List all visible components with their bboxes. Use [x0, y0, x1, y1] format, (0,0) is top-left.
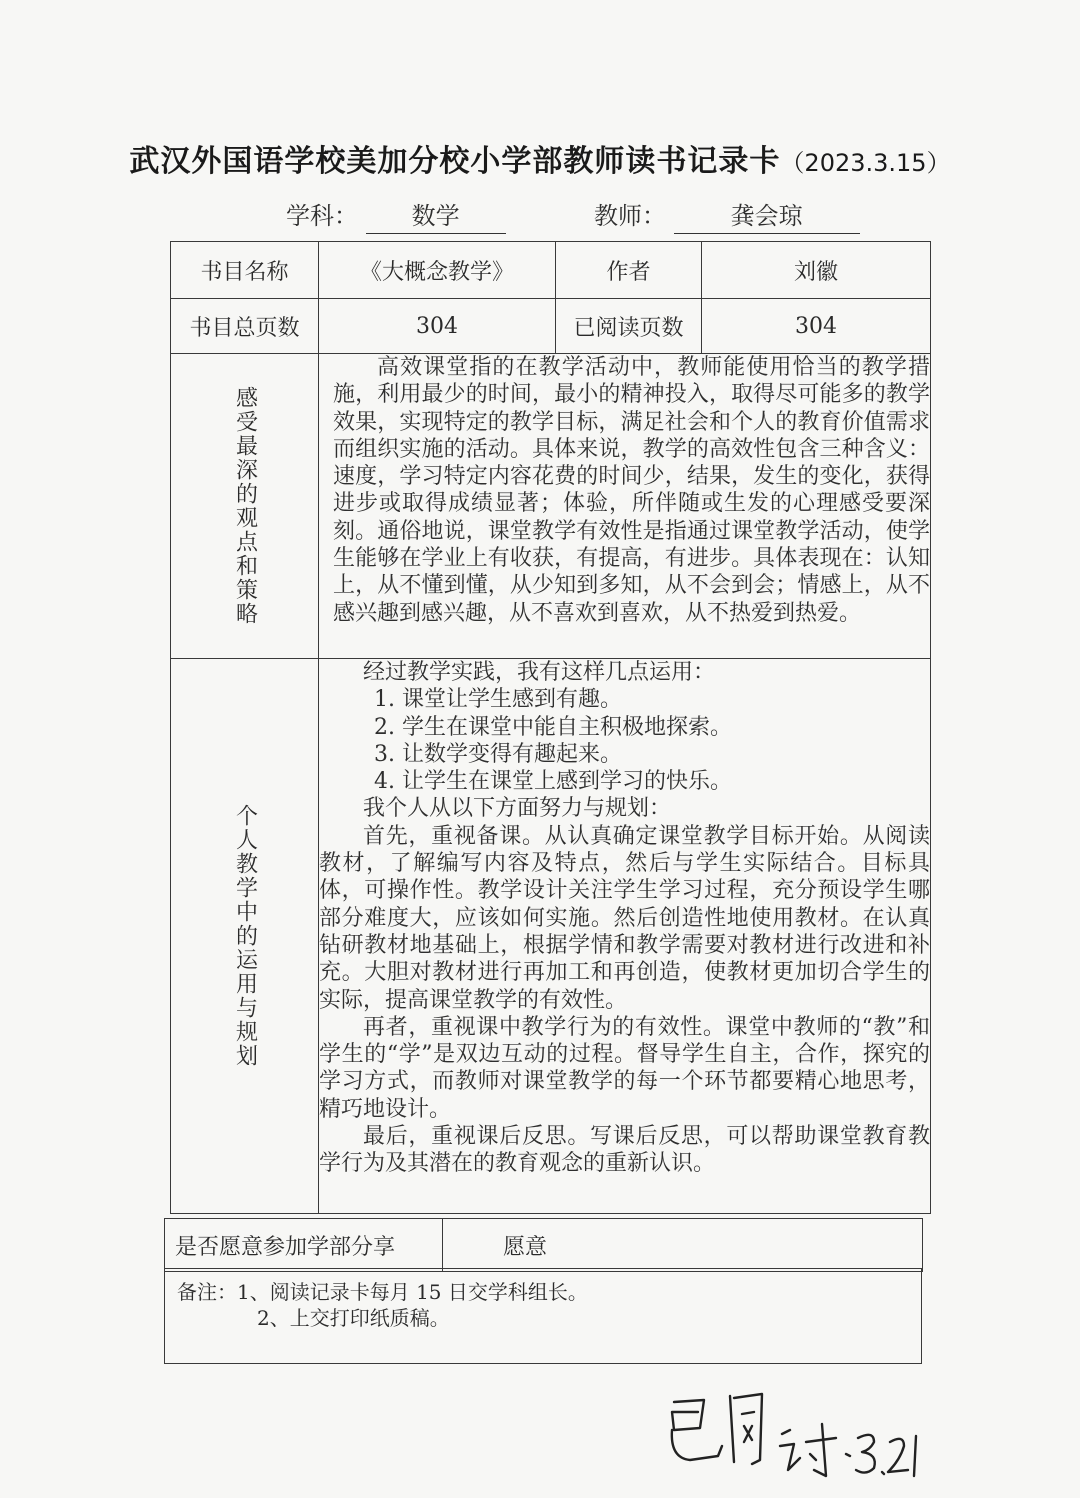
- author-label: 作者: [556, 242, 702, 299]
- notes-cell: [165, 1269, 922, 1364]
- teacher-row: [594, 196, 860, 234]
- application-point: 1. 课堂让学生感到有趣。: [374, 687, 622, 713]
- application-point: 4. 让学生在课堂上感到学习的快乐。: [374, 769, 732, 795]
- subject-row: [286, 196, 506, 234]
- reading-record-table: [170, 241, 931, 1214]
- share-value: 愿意: [443, 1219, 923, 1272]
- book-title-label: 书目名称: [171, 242, 319, 299]
- share-label: 是否愿意参加学部分享: [165, 1219, 443, 1272]
- application-point: 3. 让数学变得有趣起来。: [374, 741, 622, 767]
- title-text: 武汉外国语学校美加分校小学部教师读书记录卡: [129, 144, 781, 179]
- subject-label: 学科：: [286, 202, 358, 230]
- read-pages-value: 304: [702, 299, 931, 354]
- pages-row: [171, 299, 931, 354]
- plan-paragraph: 最后，重视课后反思。写课后反思，可以帮助课堂教育教学行为及其潜在的教育观念的重新认识。: [319, 1124, 930, 1177]
- read-pages-label: 已阅读页数: [556, 299, 702, 354]
- title-date: （2023.3.15）: [780, 149, 951, 177]
- notes-table: [164, 1268, 922, 1364]
- author-value: 刘徽: [702, 242, 931, 299]
- plan-paragraph: 首先，重视备课。从认真确定课堂教学目标开始。从阅读教材，了解编写内容及特点，然后与学生实际结合。目标具体，可操作性。教学设计关注学生学习过程，充分预设学生哪部分难度大，应该如何实施。然后创造性地使用教材。在认真钻研教材地基础上，根据学情和教学需要对教材进行改进和补充。大胆对教材进行再加工和再创造，使教材更加切合学生的实际，提高课堂教学的有效性。: [319, 823, 930, 1013]
- note-line-1: 备注：1、阅读记录卡每月 15 日交学科组长。: [177, 1280, 588, 1304]
- application-content: [319, 659, 931, 1214]
- plan-paragraph: 再者，重视课中教学行为的有效性。课堂中教师的“教”和学生的“学”是双边互动的过程。督导学生自主，合作，探究的学习方式，而教师对课堂教学的每一个环节都要精心地思考，精巧地设计。: [319, 1014, 930, 1122]
- share-table: [164, 1218, 923, 1272]
- reviewer-signature: [660, 1380, 930, 1490]
- application-label-cell: [171, 659, 319, 1214]
- insights-row: [171, 354, 931, 659]
- insights-content: [319, 354, 931, 659]
- book-title-value: 《大概念教学》: [319, 242, 556, 299]
- application-point: 2. 学生在课堂中能自主积极地探索。: [374, 714, 732, 740]
- book-title-row: [171, 242, 931, 299]
- subject-value: 数学: [366, 196, 506, 234]
- notes-row: [165, 1269, 922, 1364]
- teacher-value: 龚会琼: [674, 196, 860, 234]
- total-pages-label: 书目总页数: [171, 299, 319, 354]
- insights-label: 感受最深的观点和策略: [232, 386, 258, 626]
- insights-label-cell: [171, 354, 319, 659]
- teacher-label: 教师：: [594, 202, 666, 230]
- application-row: [171, 659, 931, 1214]
- application-intro: 经过教学实践，我有这样几点运用：: [363, 660, 716, 685]
- page-title: [0, 136, 1080, 180]
- application-label: 个人教学中的运用与规划: [232, 804, 258, 1068]
- share-row: [165, 1219, 923, 1272]
- plan-intro: 我个人从以下方面努力与规划：: [363, 796, 672, 822]
- insights-text: 高效课堂指的在教学活动中，教师能使用恰当的教学措施，利用最少的时间，最小的精神投入，取得尽可能多的教学效果，实现特定的教学目标，满足社会和个人的教育价值需求而组织实施的活动。具体来说，教学的高效性包含三种含义：速度，学习特定内容花费的时间少，结果，发生的变化，获得进步或取得成绩显著；体验，所伴随或生发的心理感受要深刻。通俗地说，课堂教学有效性是指通过课堂教学活动，使学生能够在学业上有收获，有提高，有进步。具体表现在：认知上，从不懂到懂，从少知到多知，从不会到会；情感上，从不感兴趣到感兴趣，从不喜欢到喜欢，从不热爱到热爱。: [333, 355, 930, 626]
- total-pages-value: 304: [319, 299, 556, 354]
- note-line-2: 2、上交打印纸质稿。: [257, 1306, 450, 1330]
